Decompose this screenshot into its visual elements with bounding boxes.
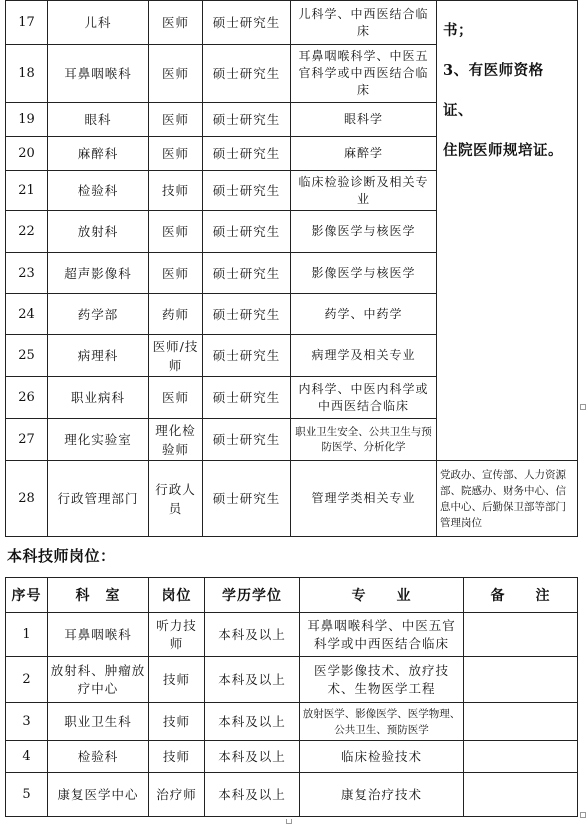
department: 放射科、肿瘤放疗中心 <box>48 657 149 703</box>
header-row <box>6 578 578 613</box>
major: 临床检验技术 <box>300 741 464 773</box>
admin-positions-note: 党政办、宣传部、人力资源部、院感办、财务中心、信息中心、后勤保卫部等部门管理岗位 <box>437 461 578 537</box>
department: 职业病科 <box>48 377 149 419</box>
note <box>464 741 578 773</box>
major: 药学、中药学 <box>291 294 437 335</box>
department: 耳鼻咽喉科 <box>48 45 149 103</box>
department: 耳鼻咽喉科 <box>48 613 149 657</box>
education: 本科及以上 <box>205 773 300 817</box>
education: 本科及以上 <box>205 657 300 703</box>
position: 医师 <box>149 211 203 253</box>
header-education: 学历学位 <box>205 578 300 613</box>
major: 耳鼻咽喉科学、中医五官科学或中西医结合临床 <box>291 45 437 103</box>
department: 康复医学中心 <box>48 773 149 817</box>
department: 行政管理部门 <box>48 461 149 537</box>
education: 硕士研究生 <box>203 419 291 461</box>
note-line: 3、有医师资格证、 <box>443 62 544 119</box>
position: 医师 <box>149 137 203 171</box>
position: 医师 <box>149 1 203 45</box>
education: 硕士研究生 <box>203 211 291 253</box>
row-number: 25 <box>6 335 48 377</box>
position: 技师 <box>149 657 205 703</box>
row-number: 2 <box>6 657 48 703</box>
row-number: 4 <box>6 741 48 773</box>
note <box>464 773 578 817</box>
position: 医师/技师 <box>149 335 203 377</box>
table-row <box>6 741 578 773</box>
row-number: 18 <box>6 45 48 103</box>
major: 内科学、中医内科学或中西医结合临床 <box>291 377 437 419</box>
row-number: 21 <box>6 171 48 211</box>
recruitment-table-technician <box>5 577 578 817</box>
department: 眼科 <box>48 103 149 137</box>
table-row <box>6 613 578 657</box>
major: 管理学类相关专业 <box>291 461 437 537</box>
position: 技师 <box>149 703 205 741</box>
department: 病理科 <box>48 335 149 377</box>
section-title: 本科技师岗位： <box>7 547 116 565</box>
requirements-note <box>437 1 578 461</box>
row-number: 22 <box>6 211 48 253</box>
education: 本科及以上 <box>205 703 300 741</box>
note <box>464 657 578 703</box>
department: 检验科 <box>48 741 149 773</box>
position: 理化检验师 <box>149 419 203 461</box>
position: 医师 <box>149 103 203 137</box>
education: 本科及以上 <box>205 613 300 657</box>
education: 硕士研究生 <box>203 1 291 45</box>
position: 技师 <box>149 741 205 773</box>
department: 儿科 <box>48 1 149 45</box>
note-line: 书； <box>443 22 473 39</box>
header-note: 备 注 <box>464 578 578 613</box>
education: 硕士研究生 <box>203 103 291 137</box>
position: 医师 <box>149 253 203 294</box>
position: 医师 <box>149 45 203 103</box>
department: 理化实验室 <box>48 419 149 461</box>
row-number: 28 <box>6 461 48 537</box>
department: 超声影像科 <box>48 253 149 294</box>
row-number: 5 <box>6 773 48 817</box>
note-line: 住院医师规培证。 <box>443 142 563 159</box>
major: 临床检验诊断及相关专业 <box>291 171 437 211</box>
table-row <box>6 657 578 703</box>
table-row <box>6 1 578 45</box>
row-number: 24 <box>6 294 48 335</box>
row-number: 27 <box>6 419 48 461</box>
major: 医学影像技术、放疗技术、生物医学工程 <box>300 657 464 703</box>
position: 药师 <box>149 294 203 335</box>
major: 影像医学与核医学 <box>291 253 437 294</box>
major: 康复治疗技术 <box>300 773 464 817</box>
recruitment-table-graduate <box>5 0 578 537</box>
major: 麻醉学 <box>291 137 437 171</box>
education: 硕士研究生 <box>203 45 291 103</box>
education: 硕士研究生 <box>203 461 291 537</box>
position: 技师 <box>149 171 203 211</box>
position: 医师 <box>149 377 203 419</box>
row-number: 26 <box>6 377 48 419</box>
education: 本科及以上 <box>205 741 300 773</box>
table-row <box>6 773 578 817</box>
position: 行政人员 <box>149 461 203 537</box>
major: 儿科学、中西医结合临床 <box>291 1 437 45</box>
row-number: 20 <box>6 137 48 171</box>
education: 硕士研究生 <box>203 137 291 171</box>
row-number: 23 <box>6 253 48 294</box>
page-edge-marker-icon <box>580 812 586 818</box>
major: 职业卫生安全、公共卫生与预防医学、分析化学 <box>291 419 437 461</box>
header-department: 科 室 <box>48 578 149 613</box>
table-row <box>6 461 578 537</box>
major: 病理学及相关专业 <box>291 335 437 377</box>
major: 影像医学与核医学 <box>291 211 437 253</box>
department: 放射科 <box>48 211 149 253</box>
row-number: 19 <box>6 103 48 137</box>
position: 治疗师 <box>149 773 205 817</box>
note <box>464 613 578 657</box>
row-number: 17 <box>6 1 48 45</box>
education: 硕士研究生 <box>203 377 291 419</box>
department: 检验科 <box>48 171 149 211</box>
education: 硕士研究生 <box>203 171 291 211</box>
education: 硕士研究生 <box>203 335 291 377</box>
major: 眼科学 <box>291 103 437 137</box>
position: 听力技师 <box>149 613 205 657</box>
page-edge-marker-icon <box>286 819 292 824</box>
header-position: 岗位 <box>149 578 205 613</box>
department: 麻醉科 <box>48 137 149 171</box>
education: 硕士研究生 <box>203 294 291 335</box>
header-major: 专 业 <box>300 578 464 613</box>
note <box>464 703 578 741</box>
major: 放射医学、影像医学、医学物理、公共卫生、预防医学 <box>300 703 464 741</box>
department: 药学部 <box>48 294 149 335</box>
department: 职业卫生科 <box>48 703 149 741</box>
header-number: 序号 <box>6 578 48 613</box>
major: 耳鼻咽喉科学、中医五官科学或中西医结合临床 <box>300 613 464 657</box>
table-row <box>6 703 578 741</box>
education: 硕士研究生 <box>203 253 291 294</box>
row-number: 3 <box>6 703 48 741</box>
row-number: 1 <box>6 613 48 657</box>
page-edge-marker-icon <box>580 404 586 410</box>
